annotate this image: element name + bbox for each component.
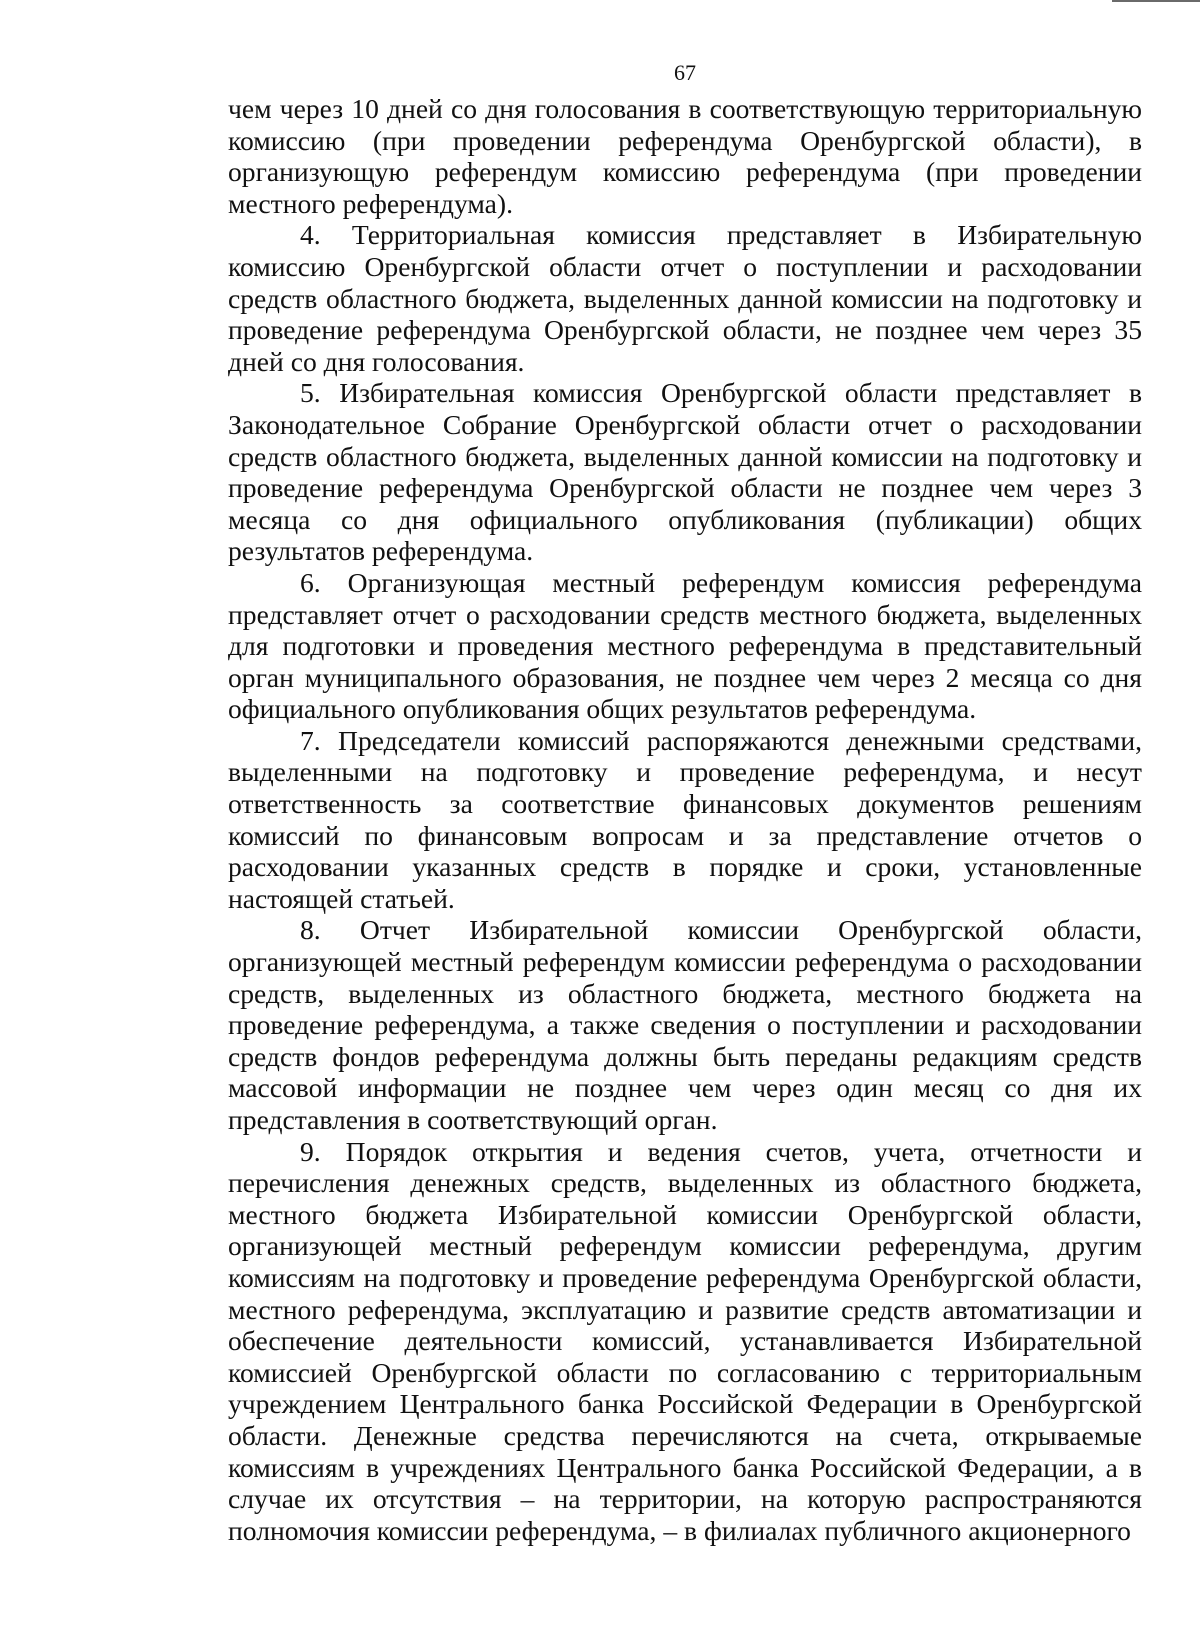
- document-body: [228, 93, 1142, 1546]
- paragraph-item-6: 6. Организующая местный референдум комиссия референдума представляет отчет о расходовании средств местного бюджета, выделенных для подготовки и проведения местного референдума в представительный орган муниципального образования, не позднее чем через 2 месяца со дня официального опубликования общих результатов референдума.: [228, 566, 1142, 725]
- top-edge-rule: [1112, 0, 1200, 2]
- paragraph-item-9: 9. Порядок открытия и ведения счетов, учета, отчетности и перечисления денежных средств, выделенных из областного бюджета, местного бюджета Избирательной комиссии Оренбургской области, организующей местный референдум комиссии референдума, другим комиссиям на подготовку и проведение референдума Оренбургской области, местного референдума, эксплуатацию и развитие средств автоматизации и обеспечение деятельности комиссий, устанавливается Избирательной комиссией Оренбургской области по согласованию с территориальным учреждением Центрального банка Российской Федерации в Оренбургской области. Денежные средства перечисляются на счета, открываемые комиссиям в учреждениях Центрального банка Российской Федерации, а в случае их отсутствия – на территории, на которую распространяются полномочия комиссии референдума, – в филиалах публичного акционерного: [228, 1135, 1142, 1546]
- paragraph-item-5: 5. Избирательная комиссия Оренбургской области представляет в Законодательное Собрание Оренбургской области отчет о расходовании средств областного бюджета, выделенных данной комиссии на подготовку и проведение референдума Оренбургской области не позднее чем через 3 месяца со дня официального опубликования (публикации) общих результатов референдума.: [228, 377, 1142, 567]
- paragraph-continuation: чем через 10 дней со дня голосования в соответствующую территориальную комиссию (при проведении референдума Оренбургской области), в организующую референдум комиссию референдума (при проведении местного референдума).: [228, 93, 1142, 219]
- paragraph-item-4: 4. Территориальная комиссия представляет в Избирательную комиссию Оренбургской области отчет о поступлении и расходовании средств областного бюджета, выделенных данной комиссии на подготовку и проведение референдума Оренбургской области, не позднее чем через 35 дней со дня голосования.: [228, 219, 1142, 377]
- page-number: 67: [674, 60, 696, 85]
- paragraph-item-7: 7. Председатели комиссий распоряжаются денежными средствами, выделенными на подготовку и проведение референдума, и несут ответственность за соответствие финансовых документов решениям комиссий по финансовым вопросам и за представление отчетов о расходовании указанных средств в порядке и сроки, установленные настоящей статьей.: [228, 724, 1142, 914]
- paragraph-item-8: 8. Отчет Избирательной комиссии Оренбургской области, организующей местный референдум комиссии референдума о расходовании средств, выделенных из областного бюджета, местного бюджета на проведение референдума, а также сведения о поступлении и расходовании средств фондов референдума должны быть переданы редакциям средств массовой информации не позднее чем через один месяц со дня их представления в соответствующий орган.: [228, 914, 1142, 1135]
